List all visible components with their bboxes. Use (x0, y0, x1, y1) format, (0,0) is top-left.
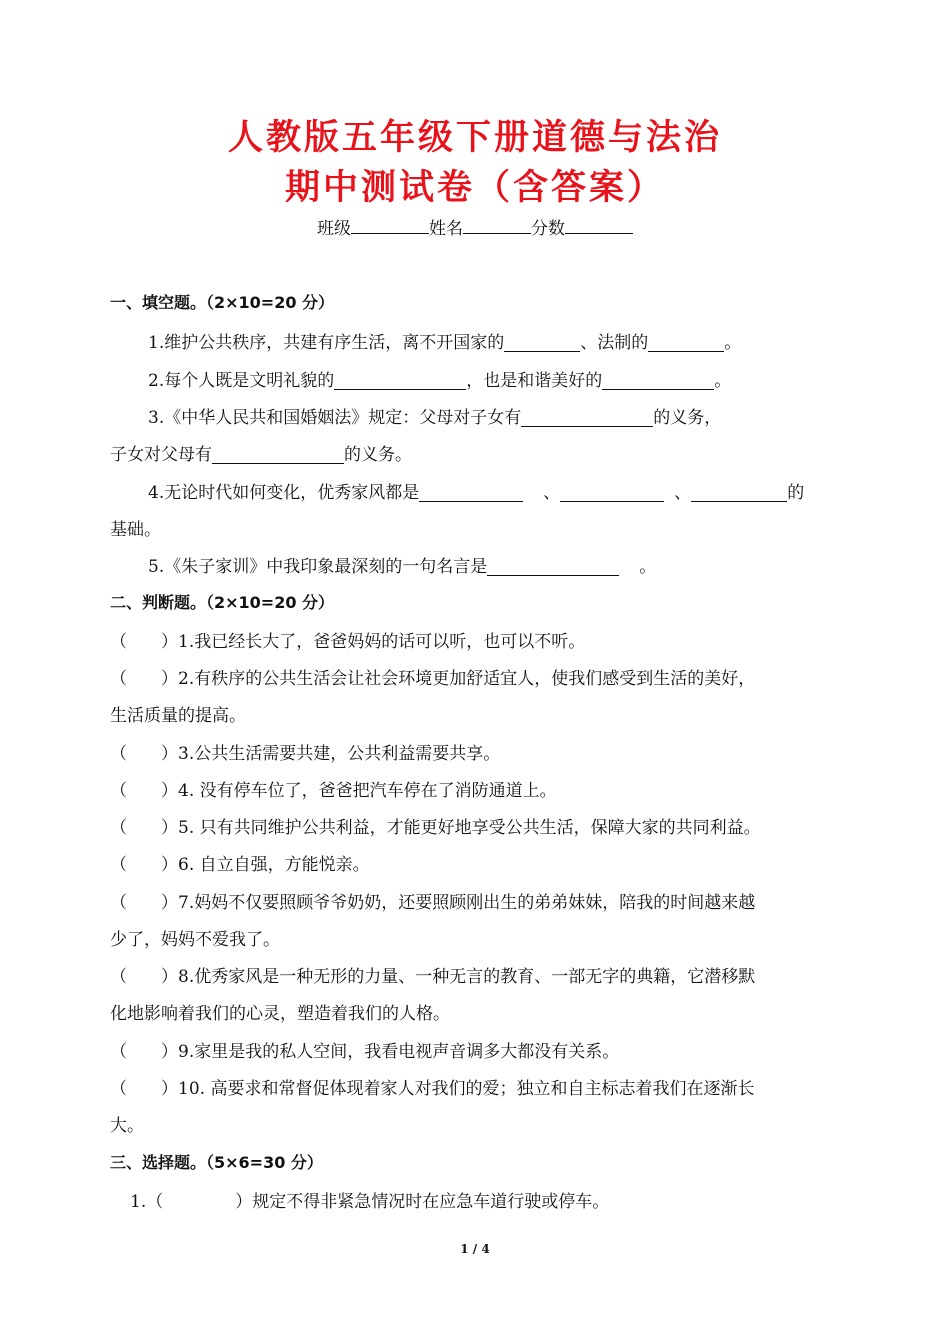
judge-q10-paren[interactable]: （ ） (110, 1079, 178, 1099)
fill-q2-text2: ，也是和谐美好的 (466, 371, 603, 391)
class-label: 班级 (317, 219, 351, 239)
page-title-line2: 期中测试卷（含答案） (284, 167, 665, 208)
fill-q3-blank2[interactable] (212, 445, 344, 464)
fill-q2-text: 2.每个人既是文明礼貌的 (148, 371, 335, 391)
judge-q7-paren[interactable]: （ ） (110, 893, 178, 913)
judge-q3-paren[interactable]: （ ） (110, 744, 178, 764)
judge-q8-cont: 化地影响着我们的心灵，塑造着我们的人格。 (110, 1004, 450, 1024)
judge-q6-paren[interactable]: （ ） (110, 855, 178, 875)
fill-q3-text3: 子女对父母有 (110, 445, 212, 465)
fill-q3-text: 3.《中华人民共和国婚姻法》规定：父母对子女有 (148, 408, 522, 428)
fill-q3 (148, 403, 721, 428)
fill-q5-blank1[interactable] (487, 557, 619, 576)
class-blank[interactable] (351, 216, 429, 234)
fill-q1-end: 。 (724, 333, 742, 353)
judge-q10-text: 10. 高要求和常督促体现着家人对我们的爱；独立和自主标志着我们在逐渐长 (178, 1079, 755, 1099)
fill-q4-blank1[interactable] (419, 483, 523, 502)
judge-q10 (110, 1074, 754, 1099)
judge-q8 (110, 962, 755, 987)
section2-heading: 二、判断题。（2×10=20 分） (110, 593, 335, 612)
judge-q1-paren[interactable]: （ ） (110, 632, 178, 652)
judge-q6-text: 6. 自立自强，方能悦亲。 (178, 855, 370, 875)
choice-q1-text: ）规定不得非紧急情况时在应急车道行驶或停车。 (235, 1192, 610, 1212)
fill-q4-sep1: 、 (543, 483, 561, 503)
judge-q6 (110, 850, 370, 875)
fill-q3-cont (110, 440, 412, 465)
fill-q1 (148, 328, 741, 353)
fill-q1-blank2[interactable] (648, 333, 724, 352)
page-title-line1: 人教版五年级下册道德与法治 (227, 117, 722, 158)
choice-q1-num: 1.（ (130, 1192, 164, 1212)
fill-q2-end: 。 (714, 371, 732, 391)
fill-q5-text: 5.《朱子家训》中我印象最深刻的一句名言是 (148, 557, 488, 577)
fill-q4-sep2: 、 (674, 483, 692, 503)
judge-q9-paren[interactable]: （ ） (110, 1042, 178, 1062)
judge-q2-text: 2.有秩序的公共生活会让社会环境更加舒适宜人，使我们感受到生活的美好， (178, 669, 756, 689)
judge-q2-cont: 生活质量的提高。 (110, 706, 246, 726)
score-label: 分数 (531, 219, 565, 239)
name-blank[interactable] (463, 216, 531, 234)
fill-q5 (148, 552, 656, 577)
judge-q2-paren[interactable]: （ ） (110, 669, 178, 689)
judge-q1-text: 1.我已经长大了，爸爸妈妈的话可以听，也可以不听。 (178, 632, 586, 652)
fill-q1-text: 1.维护公共秩序，共建有序生活，离不开国家的 (148, 333, 505, 353)
judge-q7-text: 7.妈妈不仅要照顾爷爷奶奶，还要照顾刚出生的弟弟妹妹，陪我的时间越来越 (178, 893, 756, 913)
choice-q1 (130, 1187, 609, 1212)
student-info-row (0, 214, 950, 239)
fill-q2-blank2[interactable] (602, 371, 714, 390)
fill-q3-text2: 的义务， (653, 408, 722, 428)
score-blank[interactable] (565, 216, 633, 234)
fill-q3-end: 的义务。 (344, 445, 412, 465)
fill-q1-blank1[interactable] (504, 333, 580, 352)
judge-q5-text: 5. 只有共同维护公共利益，才能更好地享受公共生活，保障大家的共同利益。 (178, 818, 761, 838)
judge-q7-cont: 少了，妈妈不爱我了。 (110, 930, 280, 950)
fill-q4 (148, 478, 804, 503)
judge-q8-paren[interactable]: （ ） (110, 967, 178, 987)
judge-q9-text: 9.家里是我的私人空间，我看电视声音调多大都没有关系。 (178, 1042, 620, 1062)
judge-q7 (110, 888, 755, 913)
judge-q3-text: 3.公共生活需要共建，公共利益需要共享。 (178, 744, 501, 764)
fill-q2 (148, 366, 731, 391)
fill-q4-blank3[interactable] (691, 483, 787, 502)
fill-q4-blank2[interactable] (560, 483, 664, 502)
fill-q5-end: 。 (639, 557, 657, 577)
judge-q3 (110, 739, 500, 764)
judge-q5 (110, 813, 761, 838)
judge-q10-cont: 大。 (110, 1116, 144, 1136)
fill-q3-blank1[interactable] (521, 408, 653, 427)
fill-q1-text2: 、法制的 (580, 333, 649, 353)
judge-q9 (110, 1037, 619, 1062)
judge-q4-paren[interactable]: （ ） (110, 781, 178, 801)
fill-q4-text: 4.无论时代如何变化，优秀家风都是 (148, 483, 420, 503)
judge-q4 (110, 776, 557, 801)
name-label: 姓名 (429, 219, 463, 239)
judge-q5-paren[interactable]: （ ） (110, 818, 178, 838)
page-number: 1 / 4 (460, 1242, 490, 1256)
judge-q4-text: 4. 没有停车位了，爸爸把汽车停在了消防通道上。 (178, 781, 557, 801)
section3-heading: 三、选择题。（5×6=30 分） (110, 1153, 323, 1172)
fill-q2-blank1[interactable] (334, 371, 466, 390)
fill-q4-text2: 的 (787, 483, 805, 503)
judge-q8-text: 8.优秀家风是一种无形的力量、一种无言的教育、一部无字的典籍，它潜移默 (178, 967, 756, 987)
fill-q4-cont: 基础。 (110, 520, 161, 540)
section1-heading: 一、填空题。（2×10=20 分） (110, 293, 335, 312)
judge-q2 (110, 664, 755, 689)
judge-q1 (110, 627, 585, 652)
